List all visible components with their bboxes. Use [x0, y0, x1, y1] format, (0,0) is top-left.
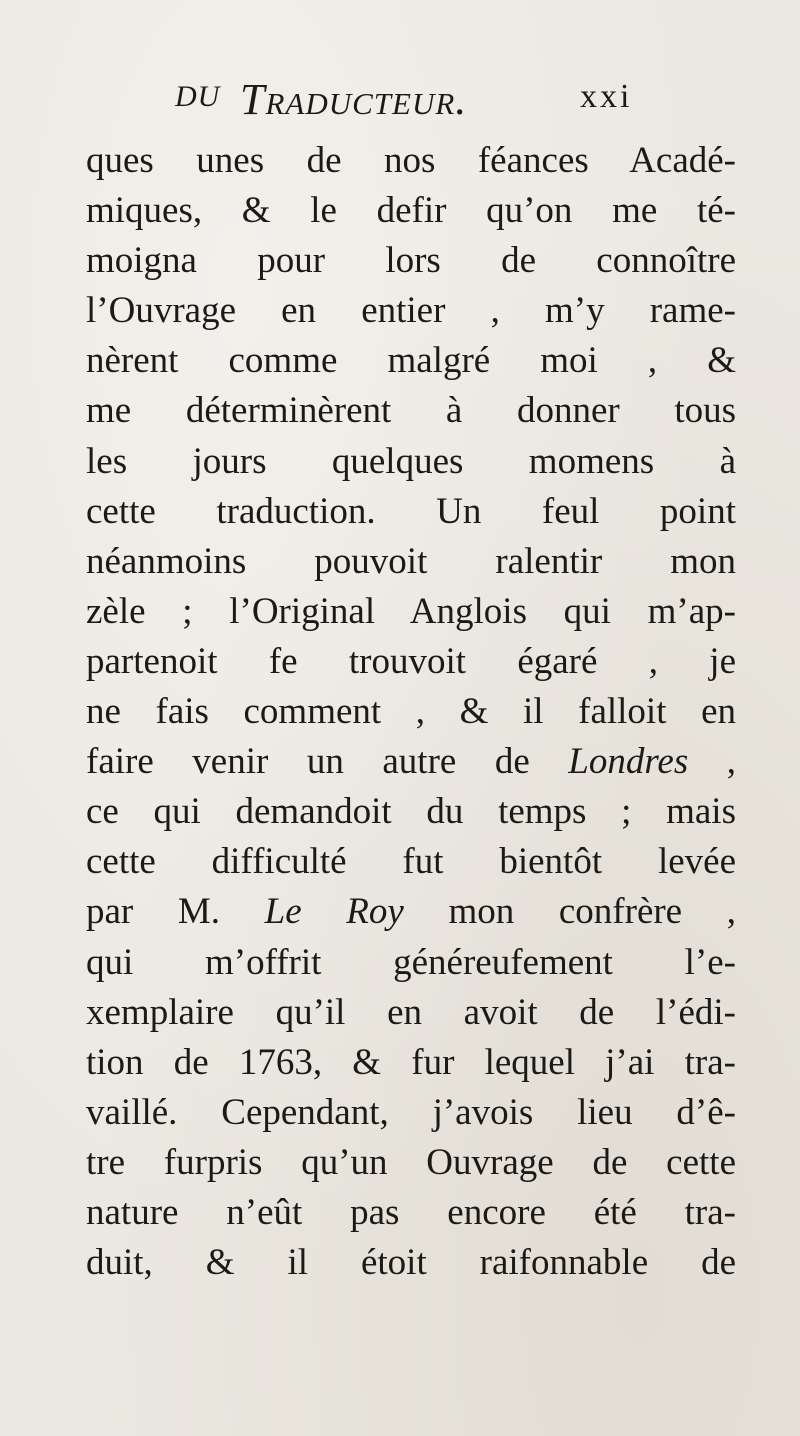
text-line: l’Ouvrage en entier , m’y rame- [86, 290, 736, 332]
text-line: moigna pour lors de connoître [86, 240, 736, 282]
text-line: les jours quelques momens à [86, 440, 736, 482]
header-prefix: DU [175, 80, 221, 113]
text-segment: , [688, 741, 737, 783]
page-number: xxi [580, 78, 633, 115]
text-line-londres [86, 737, 736, 787]
person-name-le-roy: Le Roy [264, 891, 404, 933]
text-line: cette difficulté fut bientôt levée [86, 841, 736, 883]
text-line: qui m’offrit généreufement l’e- [86, 941, 736, 983]
text-line: nèrent comme malgré moi , & [86, 340, 736, 382]
text-line: miques, & le defir qu’on me té- [86, 190, 736, 232]
text-line: xemplaire qu’il en avoit de l’édi- [86, 991, 736, 1033]
header-title: Traducteur. [240, 75, 468, 124]
text-line: vaillé. Cependant, j’avois lieu d’ê- [86, 1091, 736, 1133]
place-name-londres: Londres [568, 741, 689, 783]
text-line: partenoit fe trouvoit égaré , je [86, 640, 736, 682]
text-line: me déterminèrent à donner tous [86, 390, 736, 432]
text-line: duit, & il étoit raifonnable de [86, 1242, 736, 1284]
body-text [86, 136, 736, 1288]
text-line: cette traduction. Un feul point [86, 490, 736, 532]
text-segment: mon confrère , [403, 891, 736, 933]
text-line: tre furpris qu’un Ouvrage de cette [86, 1141, 736, 1183]
text-segment: faire venir un autre de [86, 741, 530, 783]
text-segment: par M. [86, 891, 221, 933]
running-header [0, 74, 800, 124]
text-line: ques unes de nos féances Acadé- [86, 140, 736, 181]
text-line: ne fais comment , & il falloit en [86, 691, 736, 733]
text-line-le-roy [86, 887, 736, 937]
text-line: néanmoins pouvoit ralentir mon [86, 540, 736, 582]
text-line: zèle ; l’Original Anglois qui m’ap- [86, 590, 736, 632]
text-line: ce qui demandoit du temps ; mais [86, 791, 736, 833]
text-line: nature n’eût pas encore été tra- [86, 1191, 736, 1233]
text-line: tion de 1763, & fur lequel j’ai tra- [86, 1041, 736, 1083]
